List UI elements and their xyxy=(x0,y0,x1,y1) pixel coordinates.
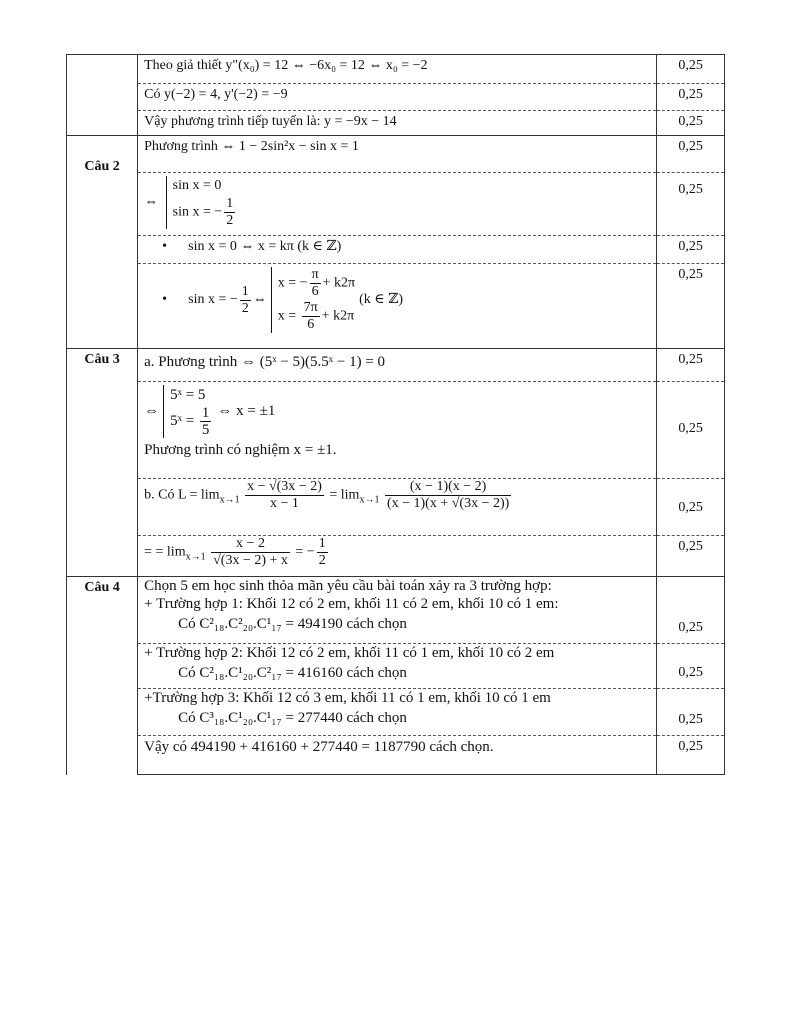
denominator: 2 xyxy=(241,300,249,316)
expr-text: (k ∈ ℤ) xyxy=(359,292,404,308)
denominator: 2 xyxy=(318,553,326,568)
expr-text: 5ˣ = xyxy=(170,412,198,429)
content-cell: Vậy có 494190 + 416160 + 277440 = 1187790 cách chọn. xyxy=(138,736,657,761)
score-cell: 0,25 xyxy=(657,382,725,479)
content-cell xyxy=(138,577,657,644)
system-line: sin x = 0 xyxy=(172,178,222,193)
fraction xyxy=(385,479,511,512)
denominator: 2 xyxy=(226,213,234,228)
score-cell: 0,25 xyxy=(657,349,725,382)
case-text: + Trường hợp 1: Khối 12 có 2 em, khối 11 có 2 em, khối 10 có 1 em: xyxy=(144,596,559,612)
content-cell xyxy=(138,236,657,264)
numerator: 1 xyxy=(241,283,249,299)
numerator: π xyxy=(311,267,319,282)
equivalence-symbol: ⇔ xyxy=(144,402,160,419)
score-cell: 0,25 xyxy=(657,236,725,264)
content-cell xyxy=(138,382,657,479)
fraction xyxy=(224,196,235,229)
score-cell: 0,25 xyxy=(657,173,725,236)
numerator: x − √(3x − 2) xyxy=(247,479,322,494)
expr-text: + k2π xyxy=(322,275,356,291)
case-text: +Trường hợp 3: Khối 12 có 3 em, khối 11 có 1 em, khối 10 có 1 em xyxy=(144,690,551,706)
content-cell xyxy=(138,536,657,577)
case-text: + Trường hợp 2: Khối 12 có 2 em, khối 11 có 1 em, khối 10 có 2 em xyxy=(144,645,555,661)
case-calc: Có C²₁₈.C¹₂₀.C²₁₇ = 416160 cách chọn xyxy=(178,665,407,681)
denominator: 5 xyxy=(201,422,210,438)
limit-subscript: x→1 xyxy=(219,494,240,506)
expr-text: sin x = − xyxy=(188,292,238,308)
score-cell: 0,25 xyxy=(657,479,725,536)
content-cell xyxy=(138,173,657,236)
denominator: 6 xyxy=(311,284,319,299)
content-cell: Vậy phương trình tiếp tuyến là: y = −9x − 14 xyxy=(138,111,657,136)
table-row xyxy=(67,84,725,111)
equation-block xyxy=(144,382,650,441)
content-cell: Theo giả thiết y"(x₀) = 12 ⇔ −6x₀ = 12 ⇔ x₀ = −2 xyxy=(138,55,657,84)
table-row xyxy=(67,644,725,689)
expr-text: x = xyxy=(277,308,300,324)
denominator: (x − 1)(x + √(3x − 2)) xyxy=(386,496,510,511)
content-cell xyxy=(138,760,657,775)
numerator: 7π xyxy=(303,300,318,315)
table-row xyxy=(67,173,725,236)
score-cell: 0,25 xyxy=(657,84,725,111)
score-cell: 0,25 xyxy=(657,689,725,736)
content-cell xyxy=(138,689,657,736)
fraction xyxy=(317,536,328,569)
score-cell: 0,25 xyxy=(657,577,725,644)
denominator: x − 1 xyxy=(270,496,299,511)
grading-table xyxy=(66,54,725,775)
content-cell: Có y(−2) = 4, y'(−2) = −9 xyxy=(138,84,657,111)
case-calc: Có C³₁₈.C¹₂₀.C¹₁₇ = 277440 cách chọn xyxy=(178,710,407,726)
expr-text: ⇔ x = ±1 xyxy=(217,402,276,419)
fraction xyxy=(211,536,290,569)
system-bracket xyxy=(166,176,238,229)
expr-text: b. Có L = lim xyxy=(144,487,220,503)
question-cell xyxy=(67,55,138,136)
denominator: √(3x − 2) + x xyxy=(213,553,288,568)
question-label: Câu 2 xyxy=(67,136,138,349)
system-line xyxy=(278,267,355,300)
content-cell: Phương trình ⇔ 1 − 2sin²x − sin x = 1 xyxy=(138,136,657,173)
score-cell xyxy=(657,760,725,775)
system-line xyxy=(170,405,213,438)
table-row xyxy=(67,736,725,761)
table-row xyxy=(67,236,725,264)
bullet: • xyxy=(162,292,168,308)
system-bracket xyxy=(163,385,213,438)
limit-subscript: x→1 xyxy=(359,494,380,506)
expr-text: + k2π xyxy=(321,308,355,324)
table-row xyxy=(67,760,725,775)
table-row xyxy=(67,264,725,349)
expr-text: sin x = 0 ⇔ x = kπ (k ∈ ℤ) xyxy=(188,239,342,254)
intro-text: Chọn 5 em học sinh thỏa mãn yêu cầu bài toán xảy ra 3 trường hợp: xyxy=(144,578,552,594)
question-label: Câu 3 xyxy=(67,349,138,577)
score-cell: 0,25 xyxy=(657,536,725,577)
limit-subscript: x→1 xyxy=(185,551,206,563)
table-row xyxy=(67,536,725,577)
table-row xyxy=(67,136,725,173)
fraction xyxy=(302,300,320,333)
score-cell: 0,25 xyxy=(657,136,725,173)
system-bracket xyxy=(271,267,355,333)
expr-text: = − xyxy=(295,544,315,560)
numerator: x − 2 xyxy=(211,536,290,553)
expr-text: sin x = − xyxy=(172,204,223,220)
fraction xyxy=(240,284,251,317)
table-row xyxy=(67,111,725,136)
expr-text: = = lim xyxy=(144,544,186,560)
content-cell xyxy=(138,479,657,536)
score-cell: 0,25 xyxy=(657,644,725,689)
bullet: • xyxy=(162,239,168,254)
denominator: 6 xyxy=(307,317,315,332)
numerator: 1 xyxy=(201,405,210,421)
score-cell: 0,25 xyxy=(657,264,725,349)
score-cell: 0,25 xyxy=(657,111,725,136)
content-cell xyxy=(138,644,657,689)
table-row xyxy=(67,382,725,479)
table-row xyxy=(67,577,725,644)
expr-text: x = − xyxy=(277,275,308,291)
system-line xyxy=(173,196,238,229)
system-line: 5ˣ = 5 xyxy=(170,387,206,403)
numerator: (x − 1)(x − 2) xyxy=(385,479,511,496)
score-cell: 0,25 xyxy=(657,55,725,84)
conclusion-text: Phương trình có nghiệm x = ±1. xyxy=(144,442,337,458)
numerator: 1 xyxy=(318,536,326,551)
fraction xyxy=(200,405,212,438)
case-calc: Có C²₁₈.C²₂₀.C¹₁₇ = 494190 cách chọn xyxy=(178,616,407,632)
fraction xyxy=(310,267,321,300)
content-cell: a. Phương trình ⇔ (5ˣ − 5)(5.5ˣ − 1) = 0 xyxy=(138,349,657,382)
numerator: 1 xyxy=(226,196,234,211)
content-cell: • sin x = − $\frac{1}{2}$ ⇔ x = − $\frac{\pi}{6}$ + k2π x = $\frac{7\pi}{6}$ + k2π (k ∈ ℤ) xyxy=(138,264,657,349)
question-label: Câu 4 xyxy=(67,577,138,775)
fraction xyxy=(245,479,324,512)
table-row xyxy=(67,479,725,536)
table-row xyxy=(67,349,725,382)
table-row xyxy=(67,55,725,84)
score-cell: 0,25 xyxy=(657,736,725,761)
system-line xyxy=(278,300,355,333)
equivalence-symbol: ⇔ xyxy=(144,194,159,210)
table-row xyxy=(67,689,725,736)
expr-text: = lim xyxy=(329,487,360,503)
